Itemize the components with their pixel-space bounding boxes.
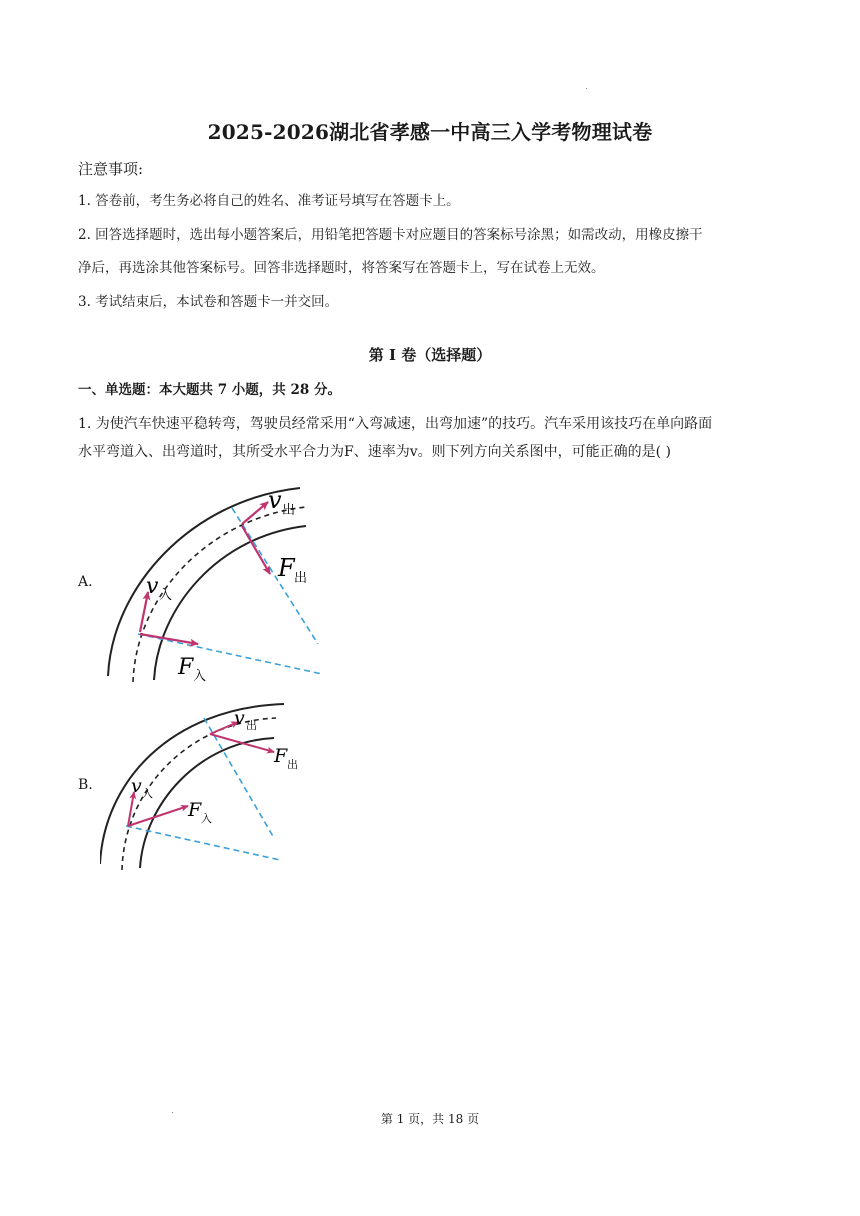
v-out-subscript: 出 bbox=[282, 503, 296, 518]
option-a-label: A. bbox=[78, 574, 93, 590]
v-in-subscript: 入 bbox=[142, 787, 153, 800]
notes-heading: 注意事项: bbox=[78, 160, 144, 178]
question-1-stem bbox=[78, 410, 783, 466]
v-in-label: v bbox=[146, 574, 159, 599]
section-title: 第 I 卷（选择题） bbox=[368, 346, 492, 364]
f-out-label: F bbox=[278, 554, 295, 582]
question-1-line: 1. 为使汽车快速平稳转弯，驾驶员经常采用“入弯减速，出弯加速”的技巧。汽车采用该技巧在单向路面 bbox=[78, 416, 713, 432]
note-item: 净后，再选涂其他答案标号。回答非选择题时，将答案写在答题卡上，写在试卷上无效。 bbox=[78, 260, 605, 276]
f-in-label: F bbox=[188, 799, 202, 821]
scan-dot bbox=[586, 88, 587, 89]
note-item: 1. 答卷前，考生务必将自己的姓名、准考证号填写在答题卡上。 bbox=[78, 193, 460, 209]
v-in-subscript: 入 bbox=[159, 588, 173, 603]
question-type-heading: 一、单选题：本大题共 7 小题，共 28 分。 bbox=[78, 382, 341, 398]
note-item: 2. 回答选择题时，选出每小题答案后，用铅笔把答题卡对应题目的答案标号涂黑；如需改动，用橡皮擦干 bbox=[78, 227, 703, 243]
v-in-arrow bbox=[128, 792, 134, 826]
v-out-label: v bbox=[234, 707, 245, 729]
f-in-arrow bbox=[140, 634, 198, 644]
option-b-diagram bbox=[100, 698, 320, 874]
f-out-subscript: 出 bbox=[294, 571, 308, 586]
road-outer-edge bbox=[108, 488, 300, 676]
v-out-subscript: 出 bbox=[246, 719, 257, 732]
v-out-label: v bbox=[268, 486, 282, 514]
radius-line-in bbox=[138, 634, 322, 674]
option-a-diagram bbox=[100, 478, 340, 690]
v-out-arrow bbox=[242, 502, 268, 524]
f-in-subscript: 入 bbox=[193, 669, 207, 684]
f-in-label: F bbox=[178, 655, 194, 680]
note-item: 3. 考试结束后，本试卷和答题卡一并交回。 bbox=[78, 294, 339, 310]
road-inner-edge bbox=[154, 526, 306, 680]
f-out-arrow bbox=[210, 734, 274, 752]
radius-line-in bbox=[126, 826, 280, 860]
option-b-label: B. bbox=[78, 777, 93, 793]
f-out-subscript: 出 bbox=[287, 758, 298, 771]
page-footer: 第 1 页，共 18 页 bbox=[380, 1112, 480, 1126]
v-in-label: v bbox=[131, 775, 142, 797]
f-in-subscript: 入 bbox=[201, 812, 212, 825]
road-inner-edge bbox=[140, 738, 274, 868]
exam-title: 2025-2026湖北省孝感一中高三入学考物理试卷 bbox=[207, 120, 653, 144]
question-1-line: 水平弯道入、出弯道时，其所受水平合力为F、速率为v。则下列方向关系图中，可能正确的是( ) bbox=[78, 444, 671, 460]
f-out-label: F bbox=[274, 745, 288, 767]
f-out-arrow bbox=[242, 526, 270, 574]
